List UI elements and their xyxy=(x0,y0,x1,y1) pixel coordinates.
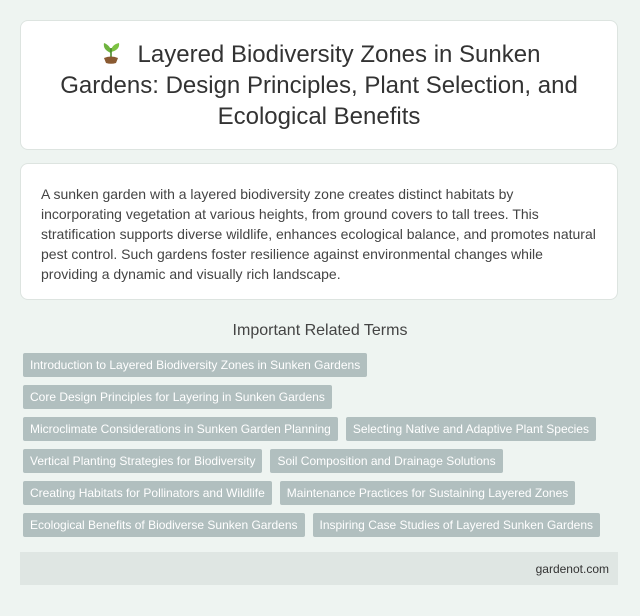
related-term-tag[interactable]: Vertical Planting Strategies for Biodiversity xyxy=(23,449,262,473)
related-term-tag[interactable]: Core Design Principles for Layering in Sunken Gardens xyxy=(23,385,332,409)
footer xyxy=(20,552,618,585)
summary-card xyxy=(20,163,618,300)
related-terms-heading: Important Related Terms xyxy=(232,322,408,339)
related-term-tag[interactable]: Soil Composition and Drainage Solutions xyxy=(270,449,502,473)
related-terms-list xyxy=(23,353,623,537)
related-term-tag[interactable]: Maintenance Practices for Sustaining Layered Zones xyxy=(280,481,576,505)
site-link[interactable]: gardenot.com xyxy=(535,561,609,576)
related-term-tag[interactable]: Microclimate Considerations in Sunken Garden Planning xyxy=(23,417,338,441)
page-title xyxy=(51,39,587,132)
related-term-tag[interactable]: Ecological Benefits of Biodiverse Sunken Gardens xyxy=(23,513,305,537)
title-card xyxy=(20,20,618,150)
sprout-icon xyxy=(98,39,124,65)
related-term-tag[interactable]: Creating Habitats for Pollinators and Wildlife xyxy=(23,481,272,505)
related-term-tag[interactable]: Introduction to Layered Biodiversity Zones in Sunken Gardens xyxy=(23,353,367,377)
related-term-tag[interactable]: Selecting Native and Adaptive Plant Species xyxy=(346,417,596,441)
related-term-tag[interactable]: Inspiring Case Studies of Layered Sunken Gardens xyxy=(313,513,601,537)
page-title-text: Layered Biodiversity Zones in Sunken Gardens: Design Principles, Plant Selection, and Ecological Benefits xyxy=(60,40,578,130)
summary-text: A sunken garden with a layered biodiversity zone creates distinct habitats by incorporating vegetation at various heights, from ground covers to tall trees. This stratification supports diverse wildlife, enhances ecological balance, and promotes natural pest control. Such gardens foster resilience against environmental changes while providing a dynamic and visually rich landscape. xyxy=(41,186,596,282)
